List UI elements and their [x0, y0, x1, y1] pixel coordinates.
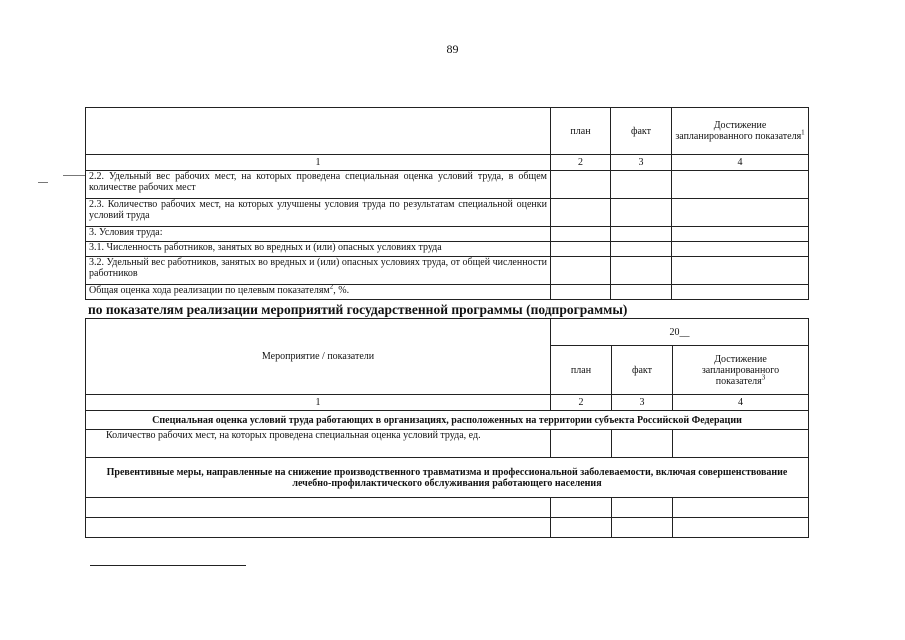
- empty-cell: [673, 498, 809, 518]
- empty-cell: [551, 199, 611, 227]
- empty-cell: [551, 430, 612, 458]
- column-number: 2: [551, 395, 612, 411]
- empty-cell: [611, 257, 672, 285]
- section-heading: по показателям реализации мероприятий государственной программы (подпрограммы): [88, 302, 628, 317]
- table-row: [86, 498, 809, 518]
- empty-cell: [611, 242, 672, 257]
- summary-row: [86, 285, 809, 300]
- header-fakt: факт: [612, 346, 673, 395]
- table-row: [86, 242, 809, 257]
- section-row: [86, 411, 809, 430]
- table-header-row: [86, 108, 809, 155]
- table-header-row: [86, 319, 809, 346]
- indicators-table: [85, 107, 809, 300]
- header-plan: план: [551, 108, 611, 155]
- table-row: [86, 199, 809, 227]
- header-achievement: Достижение запланированного показателя$^1$: [672, 108, 809, 155]
- table-row: [86, 257, 809, 285]
- empty-cell: [551, 285, 611, 300]
- table-row: [86, 518, 809, 538]
- empty-cell: [551, 498, 612, 518]
- empty-cell: [672, 242, 809, 257]
- empty-cell: [551, 171, 611, 199]
- row-label: 3.2. Удельный вес работников, занятых во вредных и (или) опасных условиях труда, от общей численности работников: [86, 257, 551, 285]
- header-measure: Мероприятие / показатели: [86, 319, 551, 395]
- margin-mark: [63, 175, 85, 176]
- empty-cell: [611, 171, 672, 199]
- header-fakt: факт: [611, 108, 672, 155]
- column-number-row: [86, 155, 809, 171]
- section-row: [86, 458, 809, 498]
- row-label: 3.1. Численность работников, занятых во вредных и (или) опасных условиях труда: [86, 242, 551, 257]
- row-label: 2.3. Количество рабочих мест, на которых улучшены условия труда по результатам специальной оценки условий труда: [86, 199, 551, 227]
- header-plan: план: [551, 346, 612, 395]
- empty-cell: [612, 430, 673, 458]
- empty-cell: [611, 285, 672, 300]
- empty-cell: [612, 518, 673, 538]
- empty-cell: [611, 199, 672, 227]
- column-number: 3: [611, 155, 672, 171]
- empty-cell: [672, 227, 809, 242]
- table-row: [86, 227, 809, 242]
- row-label: 2.2. Удельный вес рабочих мест, на которых проведена специальная оценка условий труда, в общем количестве рабочих мест: [86, 171, 551, 199]
- header-achievement: Достижение запланированного показателя$^3$: [673, 346, 809, 395]
- column-number-row: [86, 395, 809, 411]
- empty-cell: [673, 430, 809, 458]
- table-row: [86, 171, 809, 199]
- row-label: Количество рабочих мест, на которых проведена специальная оценка условий труда, ед.: [86, 430, 551, 458]
- empty-cell: [673, 518, 809, 538]
- section-title: Превентивные меры, направленные на снижение производственного травматизма и профессиональной заболеваемости, включая совершенствование лечебно-профилактического обслуживания работающего населения: [86, 458, 809, 498]
- empty-cell: [672, 171, 809, 199]
- empty-cell: [611, 227, 672, 242]
- column-number: 4: [673, 395, 809, 411]
- empty-cell: [86, 498, 551, 518]
- column-number: 3: [612, 395, 673, 411]
- column-number: 4: [672, 155, 809, 171]
- column-number: 2: [551, 155, 611, 171]
- table-row: [86, 430, 809, 458]
- summary-label: Общая оценка хода реализации по целевым показателям$^2$, %.: [86, 285, 551, 300]
- column-number: 1: [86, 395, 551, 411]
- section-title: Специальная оценка условий труда работающих в организациях, расположенных на территории субъекта Российской Федерации: [86, 411, 809, 430]
- empty-cell: [86, 518, 551, 538]
- page-number: 89: [446, 42, 459, 56]
- empty-cell: [551, 227, 611, 242]
- row-label: 3. Условия труда:: [86, 227, 551, 242]
- empty-cell: [672, 199, 809, 227]
- footnote-separator: [90, 565, 246, 566]
- header-year: 20__: [551, 319, 809, 346]
- header-empty-cell: [86, 108, 551, 155]
- measures-table: [85, 318, 809, 538]
- empty-cell: [672, 285, 809, 300]
- empty-cell: [551, 518, 612, 538]
- column-number: 1: [86, 155, 551, 171]
- empty-cell: [612, 498, 673, 518]
- empty-cell: [672, 257, 809, 285]
- empty-cell: [551, 242, 611, 257]
- margin-mark: [38, 182, 48, 183]
- empty-cell: [551, 257, 611, 285]
